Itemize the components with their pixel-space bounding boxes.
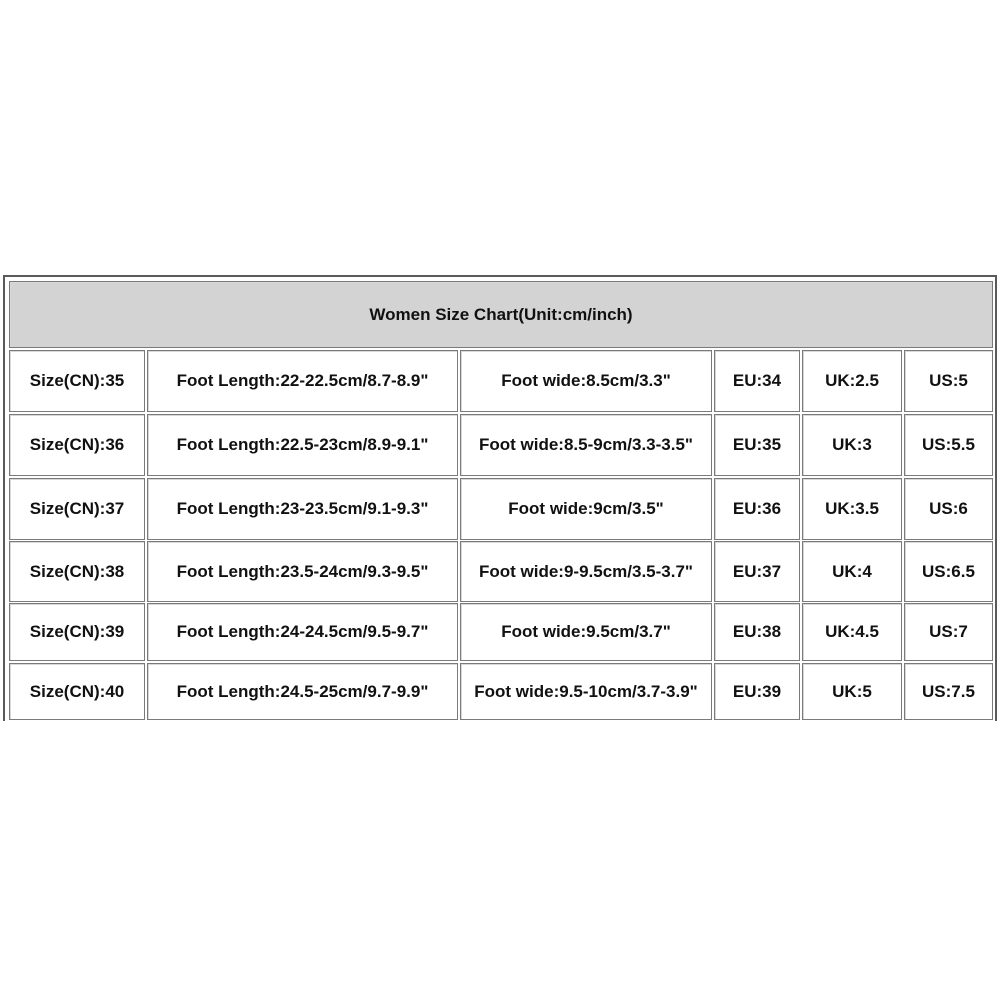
cell-foot-length: Foot Length:22-22.5cm/8.7-8.9" [147, 350, 458, 412]
size-chart-title: Women Size Chart(Unit:cm/inch) [9, 281, 993, 348]
cell-foot-wide: Foot wide:9.5-10cm/3.7-3.9" [460, 663, 712, 720]
cell-us-size: US:5 [904, 350, 993, 412]
cell-uk-size: UK:5 [802, 663, 902, 720]
size-chart-table [3, 275, 997, 721]
cell-size-cn: Size(CN):37 [9, 478, 145, 540]
cell-uk-size: UK:2.5 [802, 350, 902, 412]
cell-eu-size: EU:36 [714, 478, 800, 540]
cell-size-cn: Size(CN):38 [9, 541, 145, 602]
cell-foot-wide: Foot wide:8.5cm/3.3" [460, 350, 712, 412]
cell-foot-wide: Foot wide:9.5cm/3.7" [460, 603, 712, 661]
cell-eu-size: EU:34 [714, 350, 800, 412]
cell-size-cn: Size(CN):36 [9, 414, 145, 476]
cell-foot-length: Foot Length:24-24.5cm/9.5-9.7" [147, 603, 458, 661]
cell-foot-length: Foot Length:23.5-24cm/9.3-9.5" [147, 541, 458, 602]
cell-size-cn: Size(CN):40 [9, 663, 145, 720]
cell-uk-size: UK:3.5 [802, 478, 902, 540]
cell-foot-wide: Foot wide:9cm/3.5" [460, 478, 712, 540]
cell-size-cn: Size(CN):39 [9, 603, 145, 661]
cell-foot-length: Foot Length:22.5-23cm/8.9-9.1" [147, 414, 458, 476]
cell-eu-size: EU:37 [714, 541, 800, 602]
cell-us-size: US:7.5 [904, 663, 993, 720]
cell-uk-size: UK:4.5 [802, 603, 902, 661]
cell-foot-length: Foot Length:23-23.5cm/9.1-9.3" [147, 478, 458, 540]
cell-us-size: US:6 [904, 478, 993, 540]
cell-eu-size: EU:38 [714, 603, 800, 661]
cell-us-size: US:6.5 [904, 541, 993, 602]
cell-eu-size: EU:35 [714, 414, 800, 476]
cell-foot-wide: Foot wide:8.5-9cm/3.3-3.5" [460, 414, 712, 476]
cell-foot-length: Foot Length:24.5-25cm/9.7-9.9" [147, 663, 458, 720]
cell-us-size: US:7 [904, 603, 993, 661]
cell-us-size: US:5.5 [904, 414, 993, 476]
cell-foot-wide: Foot wide:9-9.5cm/3.5-3.7" [460, 541, 712, 602]
cell-uk-size: UK:4 [802, 541, 902, 602]
cell-uk-size: UK:3 [802, 414, 902, 476]
cell-size-cn: Size(CN):35 [9, 350, 145, 412]
cell-eu-size: EU:39 [714, 663, 800, 720]
